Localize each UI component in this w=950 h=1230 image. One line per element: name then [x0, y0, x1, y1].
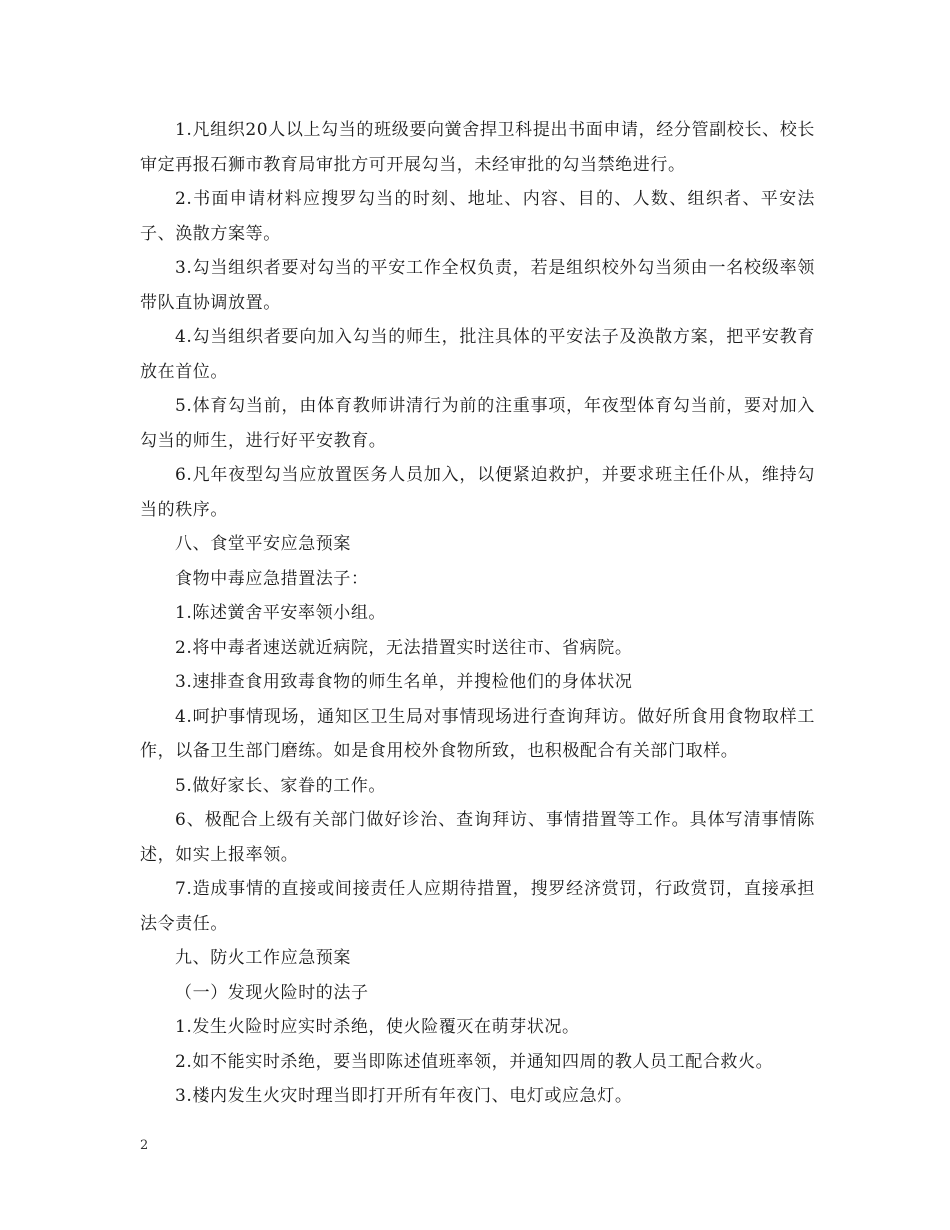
paragraph-10: 2.将中毒者速送就近病院，无法措置实时送往市、省病院。	[175, 637, 633, 658]
paragraph-2: 2.书面申请材料应搜罗勾当的时刻、地址、内容、目的、人数、组织者、平安法子、涣散方案等。	[140, 189, 815, 244]
paragraph-20: 3.楼内发生火灾时理当即打开所有年夜门、电灯或应急灯。	[175, 1086, 633, 1106]
paragraph-3: 3.勾当组织者要对勾当的平安工作全权负责，若是组织校外勾当须由一名校级率领带队直协调放置。	[140, 258, 815, 313]
paragraph-9: 1.陈述黉舍平安率领小组。	[175, 603, 387, 623]
paragraph-19: 2.如不能实时杀绝，要当即陈述值班率领，并通知四周的教人员工配合救火。	[175, 1051, 774, 1072]
page-number: 2	[140, 1138, 149, 1153]
section-heading-canteen: 八、食堂平安应急预案	[175, 534, 351, 554]
paragraph-15: 7.造成事情的直接或间接责任人应期待措置，搜罗经济赏罚，行政赏罚，直接承担法令责任。	[140, 879, 815, 934]
subheading-fire-discovery: （一）发现火险时的法子	[175, 982, 369, 1003]
paragraph-11: 3.速排查食用致毒食物的师生名单，并搜检他们的身体状况	[175, 672, 633, 692]
paragraph-4: 4.勾当组织者要向加入勾当的师生，批注具体的平安法子及涣散方案，把平安教育放在首位。	[140, 327, 815, 382]
section-heading-fire: 九、防火工作应急预案	[175, 948, 351, 968]
paragraph-12: 4.呵护事情现场，通知区卫生局对事情现场进行查询拜访。做好所食用食物取样工作，以备卫生部门磨练。如是食用校外食物所致，也积极配合有关部门取样。	[140, 706, 815, 761]
subheading-food-poisoning: 食物中毒应急措置法子：	[175, 568, 369, 589]
paragraph-18: 1.发生火险时应实时杀绝，使火险覆灭在萌芽状况。	[175, 1017, 580, 1037]
paragraph-13: 5.做好家长、家眷的工作。	[175, 775, 387, 796]
paragraph-6: 6.凡年夜型勾当应放置医务人员加入，以便紧迫救护，并要求班主任仆从，维持勾当的秩序。	[140, 465, 815, 520]
paragraph-5: 5.体育勾当前，由体育教师讲清行为前的注重事项，年夜型体育勾当前，要对加入勾当的师生，进行好平安教育。	[140, 396, 815, 451]
document-body	[140, 113, 815, 1114]
paragraph-1: 1.凡组织20人以上勾当的班级要向黉舍捍卫科提出书面申请，经分管副校长、校长审定再报石狮市教育局审批方可开展勾当，未经审批的勾当禁绝进行。	[140, 120, 815, 175]
paragraph-14: 6、极配合上级有关部门做好诊治、查询拜访、事情措置等工作。具体写清事情陈述，如实上报率领。	[140, 810, 815, 865]
